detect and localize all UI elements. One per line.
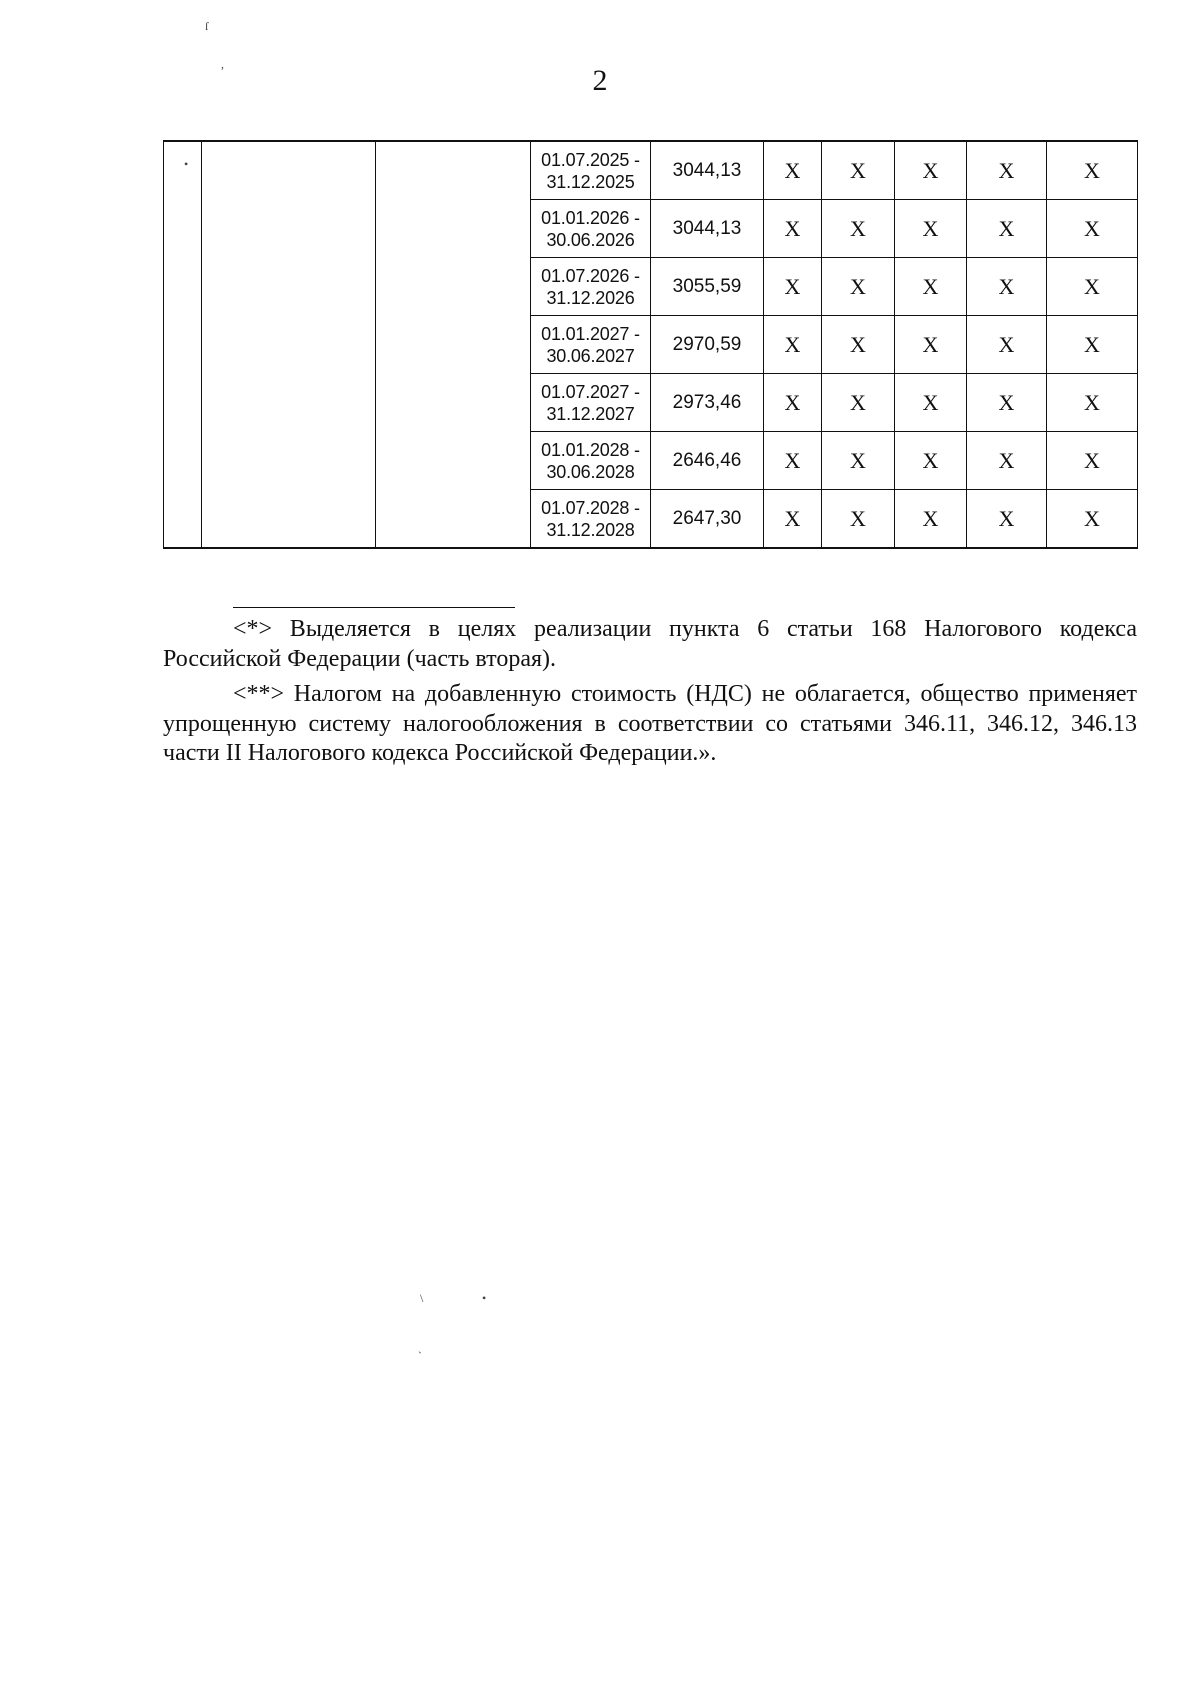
blank-cell — [376, 258, 531, 316]
mark-cell: X — [895, 200, 967, 258]
price-cell: 2647,30 — [651, 490, 764, 549]
tariff-table — [163, 140, 1138, 549]
period-end: 31.12.2026 — [546, 287, 635, 308]
mark-cell: X — [967, 316, 1047, 374]
mark-cell: X — [895, 374, 967, 432]
mark-cell: X — [895, 316, 967, 374]
blank-cell — [376, 490, 531, 549]
mark-cell: X — [895, 432, 967, 490]
mark-cell: X — [764, 141, 822, 200]
mark-cell: X — [822, 200, 895, 258]
mark-cell: X — [822, 141, 895, 200]
table-row — [164, 374, 1138, 432]
mark-cell: X — [1047, 432, 1138, 490]
period-end: 31.12.2027 — [546, 403, 635, 424]
table-row — [164, 258, 1138, 316]
mark-cell: X — [967, 374, 1047, 432]
mark-cell: X — [895, 141, 967, 200]
footnote-single-star: <*> Выделяется в целях реализации пункта 6 статьи 168 Налогового кодекса Российской Федерации (часть вторая). — [163, 616, 1137, 672]
blank-cell — [202, 374, 376, 432]
table-row — [164, 316, 1138, 374]
mark-cell: X — [967, 200, 1047, 258]
period-end: 31.12.2028 — [546, 519, 635, 540]
table-row — [164, 200, 1138, 258]
period-start: 01.07.2025 - — [541, 149, 640, 170]
blank-cell — [202, 432, 376, 490]
mark-cell: X — [895, 258, 967, 316]
blank-cell — [164, 316, 202, 374]
period-cell — [531, 316, 651, 374]
blank-cell — [202, 141, 376, 200]
blank-cell — [164, 200, 202, 258]
price-cell: 2970,59 — [651, 316, 764, 374]
scan-speck: • — [482, 1291, 487, 1305]
period-cell — [531, 258, 651, 316]
blank-cell — [164, 374, 202, 432]
period-end: 30.06.2027 — [546, 345, 635, 366]
mark-cell: X — [764, 200, 822, 258]
mark-cell: X — [764, 316, 822, 374]
period-end: 31.12.2025 — [546, 171, 635, 192]
blank-cell — [376, 374, 531, 432]
price-cell: 2646,46 — [651, 432, 764, 490]
price-cell: 3044,13 — [651, 200, 764, 258]
page-number: 2 — [592, 64, 608, 97]
blank-cell — [164, 490, 202, 549]
blank-cell — [376, 432, 531, 490]
period-cell — [531, 490, 651, 549]
mark-cell: X — [967, 141, 1047, 200]
mark-cell: X — [1047, 374, 1138, 432]
footnotes — [163, 615, 1137, 775]
period-start: 01.01.2026 - — [541, 207, 640, 228]
mark-cell: X — [822, 316, 895, 374]
price-cell: 3044,13 — [651, 141, 764, 200]
mark-cell: X — [764, 258, 822, 316]
price-cell: 2973,46 — [651, 374, 764, 432]
period-start: 01.07.2028 - — [541, 497, 640, 518]
period-end: 30.06.2028 — [546, 461, 635, 482]
period-start: 01.07.2026 - — [541, 265, 640, 286]
mark-cell: X — [967, 432, 1047, 490]
table-body — [164, 141, 1138, 548]
footnote-double-star: <**> Налогом на добавленную стоимость (НДС) не облагается, общество применяет упрощенную систему налогообложения в соответствии со статьями 346.11, 346.12, 346.13 части II Налогового кодекса Российской Федерации.». — [163, 681, 1137, 766]
period-start: 01.01.2028 - — [541, 439, 640, 460]
table-row — [164, 432, 1138, 490]
blank-cell — [164, 141, 202, 200]
period-start: 01.01.2027 - — [541, 323, 640, 344]
blank-cell — [376, 141, 531, 200]
table-row — [164, 141, 1138, 200]
scan-speck: , — [221, 57, 224, 71]
footnote-rule — [233, 607, 515, 608]
period-end: 30.06.2026 — [546, 229, 635, 250]
mark-cell: X — [1047, 316, 1138, 374]
period-start: 01.07.2027 - — [541, 381, 640, 402]
price-cell: 3055,59 — [651, 258, 764, 316]
mark-cell: X — [822, 374, 895, 432]
blank-cell — [202, 490, 376, 549]
blank-cell — [202, 258, 376, 316]
mark-cell: X — [1047, 200, 1138, 258]
mark-cell: X — [764, 374, 822, 432]
mark-cell: X — [764, 490, 822, 549]
mark-cell: X — [895, 490, 967, 549]
scan-speck: ſ — [205, 19, 209, 33]
mark-cell: X — [967, 490, 1047, 549]
scan-speck: ` — [418, 1349, 422, 1363]
scan-speck: • — [184, 157, 189, 171]
mark-cell: X — [1047, 258, 1138, 316]
table-row — [164, 490, 1138, 549]
mark-cell: X — [822, 258, 895, 316]
scan-speck: \ — [420, 1291, 424, 1305]
mark-cell: X — [822, 432, 895, 490]
mark-cell: X — [967, 258, 1047, 316]
blank-cell — [376, 316, 531, 374]
blank-cell — [376, 200, 531, 258]
period-cell — [531, 200, 651, 258]
mark-cell: X — [1047, 490, 1138, 549]
blank-cell — [164, 258, 202, 316]
mark-cell: X — [764, 432, 822, 490]
period-cell — [531, 141, 651, 200]
blank-cell — [202, 316, 376, 374]
mark-cell: X — [1047, 141, 1138, 200]
blank-cell — [164, 432, 202, 490]
period-cell — [531, 432, 651, 490]
period-cell — [531, 374, 651, 432]
mark-cell: X — [822, 490, 895, 549]
blank-cell — [202, 200, 376, 258]
